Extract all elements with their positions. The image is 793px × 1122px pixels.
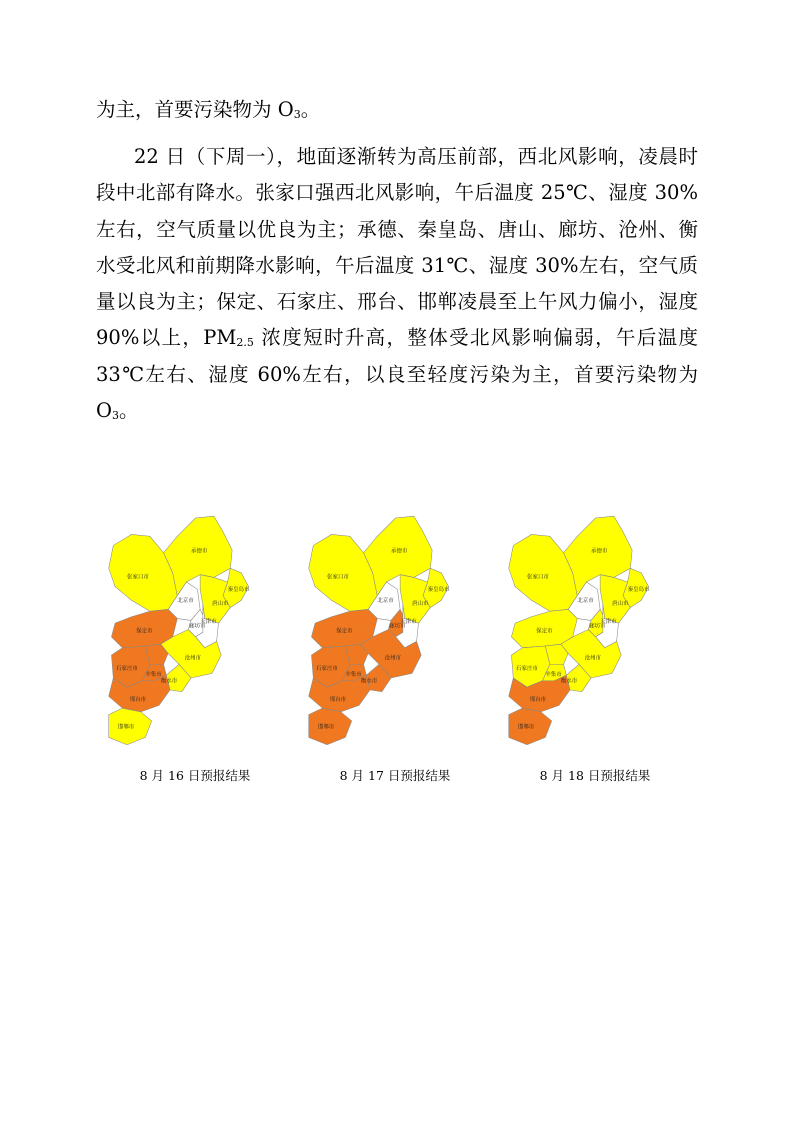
paragraph2-part-c: 。 — [119, 399, 139, 423]
map-caption-aug-18: 8 月 18 日预报结果 — [539, 768, 651, 783]
paragraph2-part-a: 22 日（下周一），地面逐渐转为高压前部，西北风影响，凌晨时段中北部有降水。张家口强西北风影响，午后温度 25℃、湿度 30%左右，空气质量以优良为主；承德、秦皇岛、唐山、廊坊、沧州、衡水受北风和前期降水影响，午后温度 31℃、湿度 30%左右，空气质量以良为主；保定、石家庄、邢台、邯郸凌晨至上午风力偏小，湿度 90%以上，PM — [96, 145, 698, 350]
map-aug-18 — [495, 500, 655, 760]
map-aug-17 — [295, 500, 455, 760]
city-label-qhd: 秦皇岛市 — [627, 587, 650, 594]
paragraph-forecast-22 — [96, 139, 698, 429]
city-label-hs: 衡水市 — [560, 678, 578, 685]
city-label-xj: 辛集市 — [345, 672, 362, 679]
paragraph1-text: 为主，首要污染物为 O — [96, 98, 294, 121]
city-label-hd: 邯郸市 — [517, 724, 535, 731]
region-zjk — [309, 534, 378, 611]
city-label-xt: 邢台市 — [129, 696, 147, 703]
city-label-cz: 沧州市 — [584, 655, 602, 662]
map-aug-16 — [95, 500, 255, 760]
city-label-cd: 承德市 — [391, 548, 408, 555]
city-label-bj: 北京市 — [177, 598, 194, 605]
paragraph-continuation — [96, 92, 698, 128]
city-label-tj: 天津市 — [400, 619, 417, 626]
city-label-qhd: 秦皇岛市 — [427, 587, 450, 594]
city-label-hs: 衡水市 — [160, 678, 178, 685]
city-label-bd: 保定市 — [536, 628, 553, 635]
city-label-ts: 唐山市 — [212, 600, 229, 607]
city-label-bd: 保定市 — [336, 628, 353, 635]
city-label-lf: 廊坊市 — [589, 623, 606, 630]
region-zjk — [109, 534, 178, 611]
city-label-lf: 廊坊市 — [389, 623, 406, 630]
city-label-xj: 辛集市 — [145, 672, 162, 679]
paragraph2-sub2: 3 — [112, 409, 119, 423]
hebei-map-svg — [95, 500, 255, 760]
city-label-bj: 北京市 — [377, 598, 394, 605]
city-label-sjz: 石家庄市 — [116, 665, 138, 672]
city-label-zjk: 张家口市 — [527, 574, 549, 581]
city-label-ts: 唐山市 — [412, 600, 429, 607]
region-zjk — [509, 534, 578, 611]
city-label-qhd: 秦皇岛市 — [227, 587, 250, 594]
city-label-xj: 辛集市 — [545, 672, 562, 679]
city-label-tj: 天津市 — [200, 619, 217, 626]
map-caption-aug-17: 8 月 17 日预报结果 — [339, 768, 451, 783]
city-label-sjz: 石家庄市 — [316, 665, 338, 672]
city-label-xt: 邢台市 — [329, 696, 347, 703]
hebei-map-svg — [495, 500, 655, 760]
city-label-hd: 邯郸市 — [317, 724, 335, 731]
city-label-cd: 承德市 — [191, 548, 208, 555]
city-label-xt: 邢台市 — [529, 696, 547, 703]
city-label-hd: 邯郸市 — [117, 724, 135, 731]
city-label-cd: 承德市 — [591, 548, 608, 555]
paragraph1-tail: 。 — [300, 98, 321, 121]
city-label-cz: 沧州市 — [384, 655, 402, 662]
hebei-map-svg — [295, 500, 455, 760]
map-caption-aug-16: 8 月 16 日预报结果 — [139, 768, 251, 783]
city-label-bj: 北京市 — [577, 598, 594, 605]
forecast-maps — [0, 500, 793, 800]
paragraph2-part-b: 浓度短时升高，整体受北风影响偏弱，午后温度 33℃左右、湿度 60%左右，以良至轻度污染为主，首要污染物为 O — [96, 326, 699, 423]
city-label-tj: 天津市 — [600, 619, 617, 626]
city-label-ts: 唐山市 — [612, 600, 629, 607]
paragraph1-sub: 3 — [293, 108, 301, 121]
city-label-zjk: 张家口市 — [127, 574, 149, 581]
city-label-lf: 廊坊市 — [189, 623, 206, 630]
city-label-bd: 保定市 — [136, 628, 153, 635]
city-label-sjz: 石家庄市 — [516, 665, 538, 672]
paragraph2-sub1: 2.5 — [236, 336, 254, 350]
city-label-cz: 沧州市 — [184, 655, 202, 662]
city-label-hs: 衡水市 — [360, 678, 378, 685]
city-label-zjk: 张家口市 — [327, 574, 349, 581]
